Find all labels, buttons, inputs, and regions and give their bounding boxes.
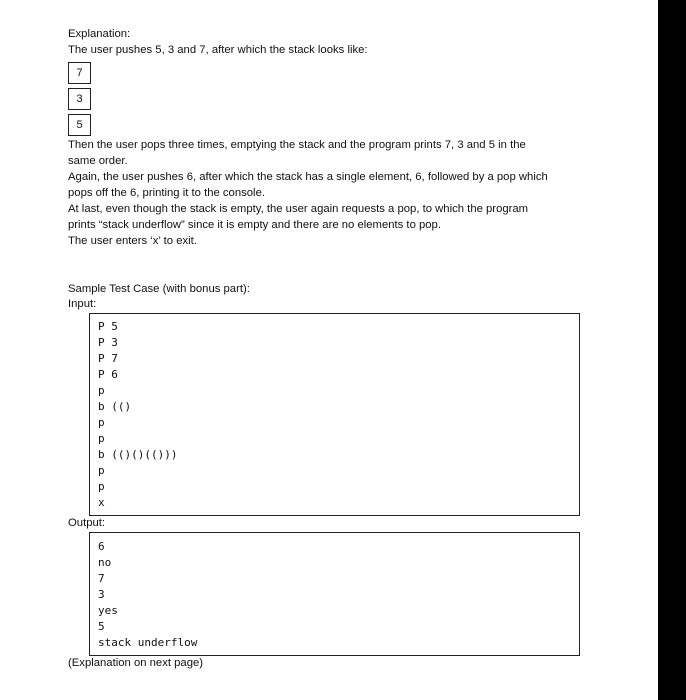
input-line: p	[98, 480, 105, 493]
explanation-line: pops off the 6, printing it to the console.	[68, 187, 265, 199]
explanation-line: same order.	[68, 155, 128, 167]
output-line: stack underflow	[98, 636, 198, 649]
output-label: Output:	[68, 517, 106, 529]
stack-cell-middle: 3	[68, 88, 91, 110]
sample-heading: Sample Test Case (with bonus part):	[68, 283, 250, 295]
explanation-line: Again, the user pushes 6, after which the stack has a single element, 6, followed by a pop which	[68, 171, 548, 183]
input-line: x	[98, 496, 105, 509]
explanation-heading: Explanation:	[68, 28, 131, 40]
output-line: yes	[98, 604, 118, 617]
input-line: p	[98, 416, 105, 429]
output-line: 5	[98, 620, 105, 633]
input-line: p	[98, 432, 105, 445]
output-line: 7	[98, 572, 105, 585]
output-box	[89, 532, 580, 656]
explanation-line: The user enters ‘x’ to exit.	[68, 235, 197, 247]
stack-cell-bottom: 5	[68, 114, 91, 136]
input-line: b (()()(()))	[98, 448, 178, 461]
input-line: P 3	[98, 336, 118, 349]
explanation-line: prints “stack underflow” since it is empty and there are no elements to pop.	[68, 219, 441, 231]
output-line: 6	[98, 540, 105, 553]
input-line: P 7	[98, 352, 118, 365]
right-edge-bar	[658, 0, 686, 700]
output-line: 3	[98, 588, 105, 601]
explanation-line: At last, even though the stack is empty, the user again requests a pop, to which the program	[68, 203, 529, 215]
input-line: b (()	[98, 400, 132, 413]
stack-cell-top: 7	[68, 62, 91, 84]
input-line: P 5	[98, 320, 118, 333]
footer-note: (Explanation on next page)	[68, 657, 204, 669]
input-box	[89, 313, 580, 516]
output-line: no	[98, 556, 112, 569]
input-label: Input:	[68, 298, 97, 310]
input-line: p	[98, 464, 105, 477]
input-line: p	[98, 384, 105, 397]
input-line: P 6	[98, 368, 118, 381]
explanation-line: Then the user pops three times, emptying the stack and the program prints 7, 3 and 5 in the	[68, 139, 526, 151]
explanation-intro: The user pushes 5, 3 and 7, after which the stack looks like:	[68, 44, 368, 56]
